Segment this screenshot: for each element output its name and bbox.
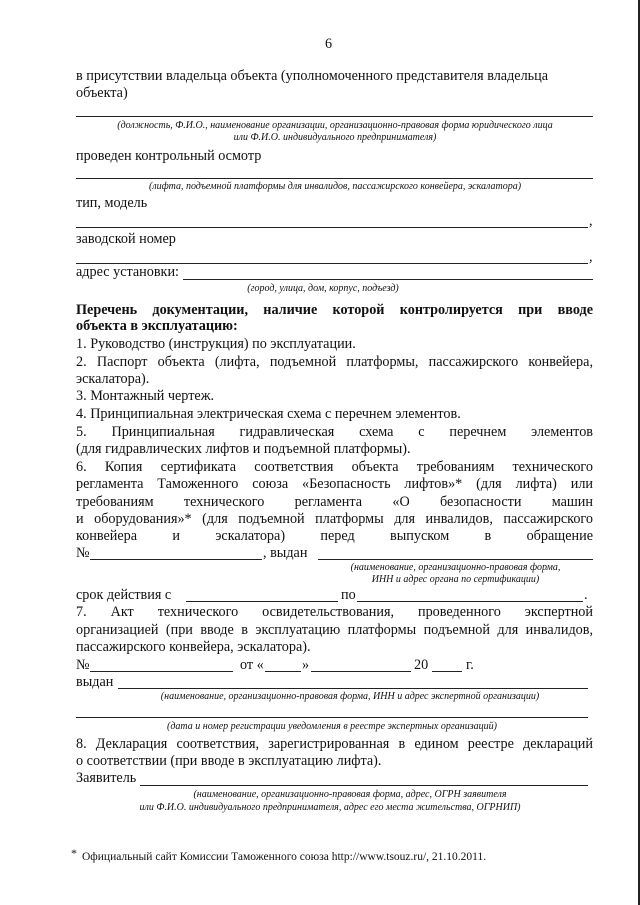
act-issued-label: выдан — [76, 674, 114, 690]
page-number: 6 — [325, 36, 333, 52]
act-year-prefix: 20 — [414, 657, 429, 673]
act-hint-2: (дата и номер регистрации уведомления в реестре экспертных организаций) — [167, 721, 497, 732]
act-date-open: от « — [240, 657, 264, 673]
validity-to-label: по — [341, 587, 356, 603]
address-label: адрес установки: — [76, 264, 179, 280]
item-6-line-2: регламента Таможенного союза «Безопасность лифтов»* (для лифта) или — [76, 476, 593, 492]
item-6-line-4: и оборудования»* (для подъемной платформы для инвалидов, пассажирского — [76, 511, 593, 527]
item-6-line-5: конвейера и эскалатора) перед выпуском в обращение — [76, 528, 593, 544]
item-7-line-2: организацией (при вводе в эксплуатацию платформы подъемной для инвалидов, — [76, 622, 593, 638]
item-8-line-1: 8. Декларация соответствия, зарегистрированная в едином реестре деклараций — [76, 736, 593, 752]
act-issuer-line — [118, 688, 588, 689]
registration-line — [76, 717, 588, 718]
item-5-line-1: 5. Принципиальная гидравлическая схема с перечнем элементов — [76, 424, 593, 440]
item-6-line-3: требованиям технического регламента «О безопасности машин — [76, 494, 593, 510]
act-hint-1: (наименование, организационно-правовая форма, ИНН и адрес экспертной организации) — [160, 691, 540, 702]
act-day-line — [265, 671, 301, 672]
item-3: 3. Монтажный чертеж. — [76, 388, 215, 404]
certificate-number-line — [90, 559, 262, 560]
owner-field-line — [76, 116, 593, 117]
doc-list-heading-2: объекта в эксплуатацию: — [76, 318, 238, 334]
act-month-line — [311, 671, 411, 672]
item-2-line-1: 2. Паспорт объекта (лифта, подъемной платформы, пассажирского конвейера, — [76, 354, 593, 370]
inspection-field-line — [76, 178, 593, 179]
act-number-line — [90, 671, 233, 672]
validity-label: срок действия с — [76, 587, 172, 603]
applicant-label: Заявитель — [76, 770, 137, 786]
item-7-line-3: пассажирского конвейера, эскалатора). — [76, 639, 311, 655]
act-year-line — [432, 671, 462, 672]
type-model-field-line — [76, 227, 588, 228]
intro-line-2: объекта) — [76, 85, 128, 101]
type-model-label: тип, модель — [76, 195, 148, 211]
item-7-line-1: 7. Акт технического освидетельствования, проведенного экспертной — [76, 604, 593, 620]
applicant-hint-1: (наименование, организационно-правовая форма, адрес, ОГРН заявителя — [193, 789, 507, 800]
type-model-comma: , — [589, 213, 593, 229]
act-year-suffix: г. — [466, 657, 474, 673]
certificate-number-label: № — [76, 545, 90, 561]
item-1: 1. Руководство (инструкция) по эксплуатации. — [76, 336, 356, 352]
item-2-line-2: эскалатора). — [76, 371, 150, 387]
applicant-line — [140, 785, 588, 786]
serial-comma: , — [589, 249, 593, 265]
item-5-line-2: (для гидравлических лифтов и подъемной платформы). — [76, 441, 411, 457]
item-8-line-2: о соответствии (при вводе в эксплуатацию лифта). — [76, 753, 382, 769]
item-4: 4. Принципиальная электрическая схема с перечнем элементов. — [76, 406, 461, 422]
certificate-hint-2: ИНН и адрес органа по сертификации) — [371, 574, 540, 585]
certificate-issued-label: , выдан — [263, 545, 308, 561]
certificate-hint-1: (наименование, организационно-правовая форма, — [350, 562, 561, 573]
address-hint: (город, улица, дом, корпус, подъезд) — [247, 283, 399, 294]
footnote-text: Официальный сайт Комиссии Таможенного союза http://www.tsouz.ru/, 21.10.2011. — [82, 851, 487, 863]
owner-hint-1: (должность, Ф.И.О., наименование организации, организационно-правовая форма юридического лица — [117, 120, 553, 131]
inspection-hint: (лифта, подъемной платформы для инвалидов, пассажирского конвейера, эскалатора) — [148, 181, 522, 192]
item-6-line-1: 6. Копия сертификата соответствия объекта требованиям технического — [76, 459, 593, 475]
act-number-label: № — [76, 657, 90, 673]
serial-label: заводской номер — [76, 231, 176, 247]
doc-list-heading-1: Перечень документации, наличие которой контролируется при вводе — [76, 302, 593, 318]
validity-to-line — [357, 601, 583, 602]
validity-end: . — [584, 587, 588, 603]
certificate-issuer-line — [318, 559, 593, 560]
applicant-hint-2: или Ф.И.О. индивидуального предпринимателя, адрес его места жительства, ОГРНИП) — [139, 802, 521, 813]
owner-hint-2: или Ф.И.О. индивидуального предпринимателя) — [233, 132, 437, 143]
act-date-close: » — [302, 657, 310, 673]
footnote-mark: * — [71, 846, 77, 860]
intro-line-1: в присутствии владельца объекта (уполномоченного представителя владельца — [76, 68, 549, 84]
validity-from-line — [186, 601, 338, 602]
inspection-label: проведен контрольный осмотр — [76, 148, 262, 164]
address-field-line — [183, 279, 593, 280]
